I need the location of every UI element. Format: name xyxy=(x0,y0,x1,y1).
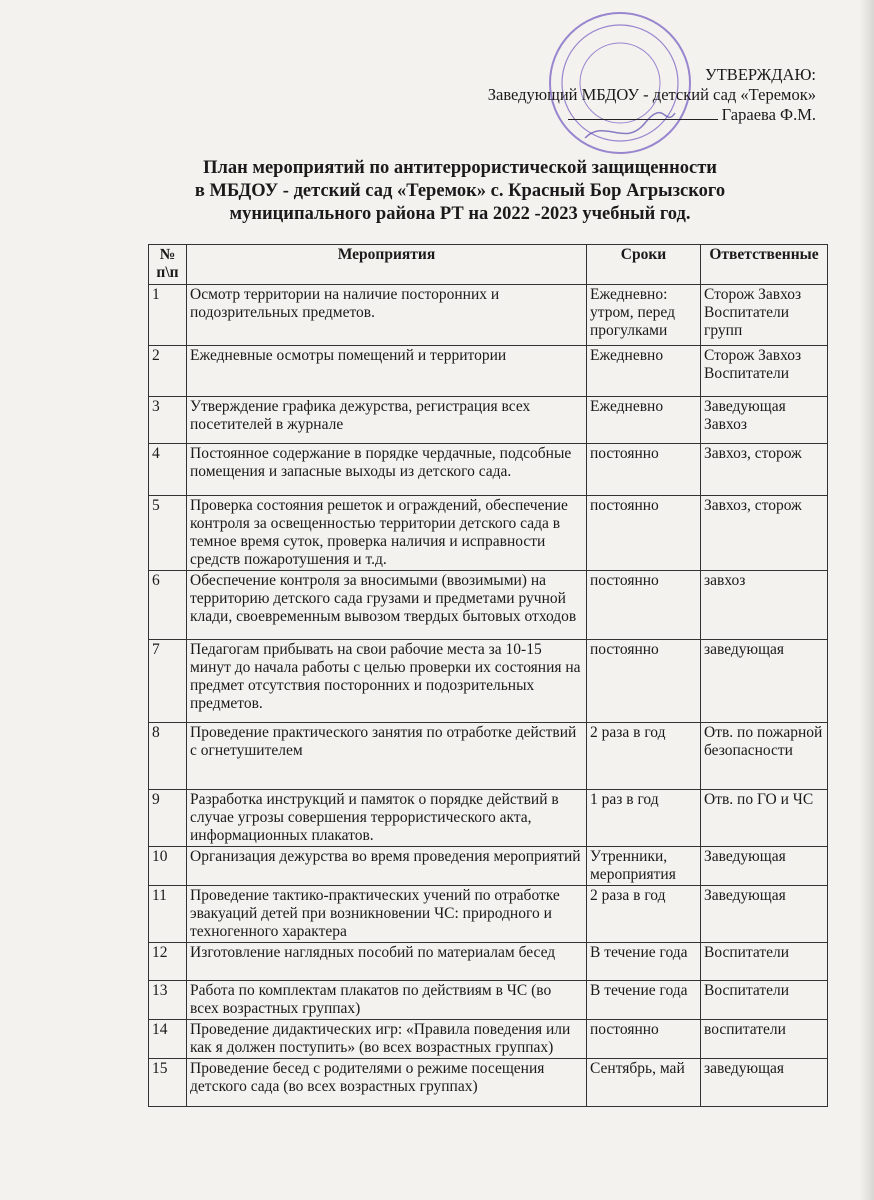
event-cell: Проведение бесед с родителями о режиме посещения детского сада (во всех возрастных группах) xyxy=(187,1059,587,1107)
term-cell: Ежедневно: утром, перед прогулками xyxy=(587,285,701,346)
event-cell: Утверждение графика дежурства, регистрация всех посетителей в журнале xyxy=(187,397,587,444)
responsible-cell: Заведующая Завхоз xyxy=(701,397,828,444)
row-number: 9 xyxy=(149,790,187,847)
approval-position: Заведующий МБДОУ - детский сад «Теремок» xyxy=(487,85,816,104)
header-number: № п\п xyxy=(149,245,187,285)
term-cell: постоянно xyxy=(587,1020,701,1059)
table-header-row xyxy=(149,245,828,285)
responsible-cell: Заведующая xyxy=(701,886,828,943)
table-row xyxy=(149,981,828,1020)
row-number: 14 xyxy=(149,1020,187,1059)
responsible-cell: заведующая xyxy=(701,640,828,723)
responsible-cell: Воспитатели xyxy=(701,981,828,1020)
row-number: 10 xyxy=(149,847,187,886)
table-row xyxy=(149,790,828,847)
event-cell: Организация дежурства во время проведения мероприятий xyxy=(187,847,587,886)
term-cell: В течение года xyxy=(587,943,701,981)
table-row xyxy=(149,496,828,571)
row-number: 12 xyxy=(149,943,187,981)
title-line: План мероприятий по антитеррористической защищенности xyxy=(203,158,717,178)
table-row xyxy=(149,346,828,397)
row-number: 2 xyxy=(149,346,187,397)
table-row xyxy=(149,1020,828,1059)
approval-name: Гараева Ф.М. xyxy=(721,105,816,124)
event-cell: Разработка инструкций и памяток о порядке действий в случае угрозы совершения террористического акта, информационных плакатов. xyxy=(187,790,587,847)
event-cell: Изготовление наглядных пособий по материалам бесед xyxy=(187,943,587,981)
row-number: 5 xyxy=(149,496,187,571)
row-number: 15 xyxy=(149,1059,187,1107)
responsible-cell: Сторож Завхоз Воспитатели xyxy=(701,346,828,397)
event-cell: Проведение дидактических игр: «Правила поведения или как я должен поступить» (во всех возрастных группах) xyxy=(187,1020,587,1059)
event-cell: Осмотр территории на наличие посторонних и подозрительных предметов. xyxy=(187,285,587,346)
scan-edge-shadow xyxy=(860,0,874,1200)
table-row xyxy=(149,640,828,723)
title-line: муниципального района РТ на 2022 -2023 учебный год. xyxy=(229,204,691,224)
responsible-cell: Воспитатели xyxy=(701,943,828,981)
table-row xyxy=(149,943,828,981)
term-cell: постоянно xyxy=(587,640,701,723)
table-row xyxy=(149,1059,828,1107)
table-row xyxy=(149,847,828,886)
event-cell: Проверка состояния решеток и ограждений, обеспечение контроля за освещенностью территории детского сада в темное время суток, проверка наличия и исправности средств пожаротушения и т.д. xyxy=(187,496,587,571)
event-cell: Проведение тактико-практических учений по отработке эвакуаций детей при возникновении ЧС: природного и техногенного характера xyxy=(187,886,587,943)
responsible-cell: Завхоз, сторож xyxy=(701,444,828,496)
table-row xyxy=(149,886,828,943)
responsible-cell: заведующая xyxy=(701,1059,828,1107)
responsible-cell: завхоз xyxy=(701,571,828,640)
term-cell: Сентябрь, май xyxy=(587,1059,701,1107)
term-cell: 2 раза в год xyxy=(587,723,701,790)
term-cell: постоянно xyxy=(587,444,701,496)
responsible-cell: Сторож Завхоз Воспитатели групп xyxy=(701,285,828,346)
title-line: в МБДОУ - детский сад «Теремок» с. Красный Бор Агрызского xyxy=(194,181,726,201)
table-row xyxy=(149,723,828,790)
event-cell: Обеспечение контроля за вносимыми (ввозимыми) на территорию детского сада грузами и предметами ручной клади, своевременным вывозом твердых бытовых отходов xyxy=(187,571,587,640)
responsible-cell: воспитатели xyxy=(701,1020,828,1059)
row-number: 8 xyxy=(149,723,187,790)
term-cell: 2 раза в год xyxy=(587,886,701,943)
table-row xyxy=(149,285,828,346)
term-cell: В течение года xyxy=(587,981,701,1020)
document-title xyxy=(110,157,810,226)
events-table xyxy=(148,244,828,1107)
term-cell: Ежедневно xyxy=(587,397,701,444)
term-cell: Утренники, мероприятия xyxy=(587,847,701,886)
table-row xyxy=(149,397,828,444)
term-cell: постоянно xyxy=(587,571,701,640)
event-cell: Работа по комплектам плакатов по действиям в ЧС (во всех возрастных группах) xyxy=(187,981,587,1020)
row-number: 7 xyxy=(149,640,187,723)
row-number: 4 xyxy=(149,444,187,496)
header-responsible: Ответственные xyxy=(701,245,828,285)
table-row xyxy=(149,444,828,496)
responsible-cell: Завхоз, сторож xyxy=(701,496,828,571)
row-number: 11 xyxy=(149,886,187,943)
approval-block xyxy=(488,65,816,125)
responsible-cell: Отв. по ГО и ЧС xyxy=(701,790,828,847)
row-number: 13 xyxy=(149,981,187,1020)
event-cell: Педагогам прибывать на свои рабочие места за 10-15 минут до начала работы с целью проверки их состояния на предмет отсутствия посторонних и подозрительных предметов. xyxy=(187,640,587,723)
header-event: Мероприятия xyxy=(187,245,587,285)
term-cell: 1 раз в год xyxy=(587,790,701,847)
row-number: 6 xyxy=(149,571,187,640)
responsible-cell: Отв. по пожарной безопасности xyxy=(701,723,828,790)
event-cell: Ежедневные осмотры помещений и территории xyxy=(187,346,587,397)
row-number: 1 xyxy=(149,285,187,346)
signature-line xyxy=(568,105,718,120)
event-cell: Проведение практического занятия по отработке действий с огнетушителем xyxy=(187,723,587,790)
term-cell: постоянно xyxy=(587,496,701,571)
table-row xyxy=(149,571,828,640)
event-cell: Постоянное содержание в порядке чердачные, подсобные помещения и запасные выходы из детского сада. xyxy=(187,444,587,496)
row-number: 3 xyxy=(149,397,187,444)
term-cell: Ежедневно xyxy=(587,346,701,397)
header-term: Сроки xyxy=(587,245,701,285)
responsible-cell: Заведующая xyxy=(701,847,828,886)
approval-heading: УТВЕРЖДАЮ: xyxy=(705,65,816,84)
